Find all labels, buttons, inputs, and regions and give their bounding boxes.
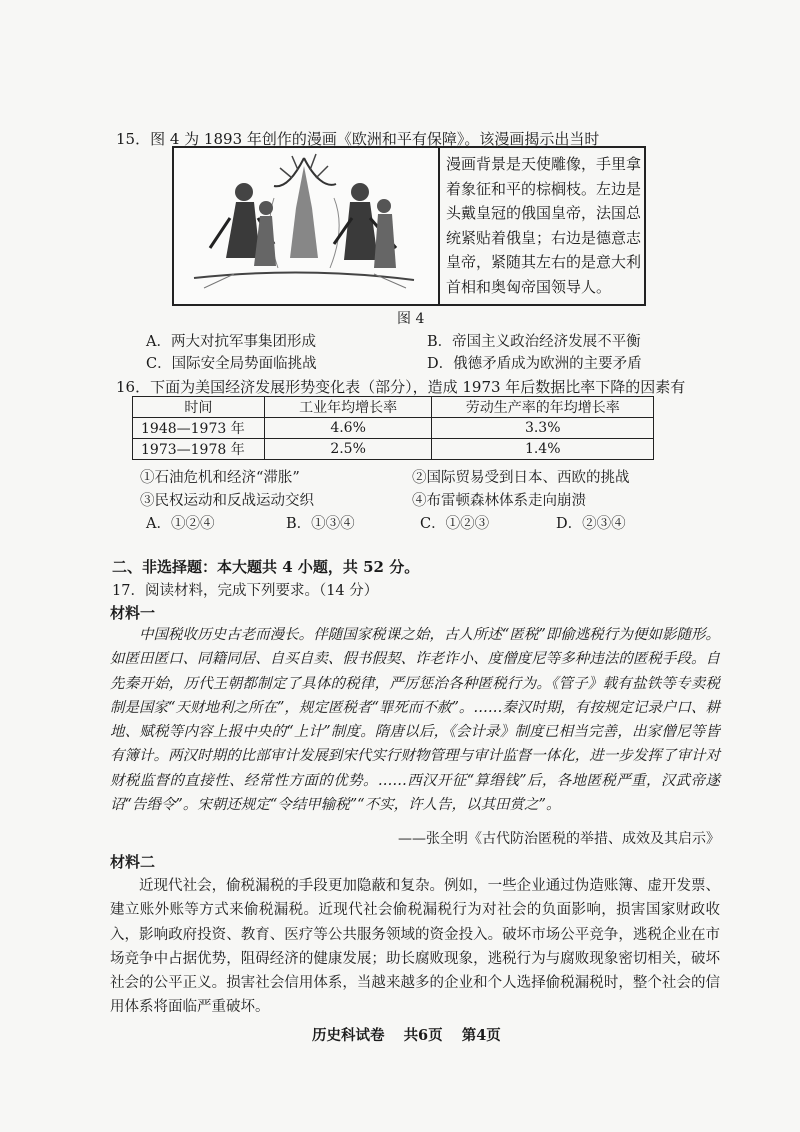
footer-subject: 历史科试卷 [312, 1027, 385, 1044]
table-cell: 1973—1978 年 [133, 439, 265, 460]
q16-option-d: D．②③④ [556, 516, 626, 532]
q15-option-d: D．俄德矛盾成为欧洲的主要矛盾 [427, 356, 642, 372]
q15-option-c: C．国际安全局势面临挑战 [146, 356, 317, 372]
figure-caption-text: 漫画背景是天使雕像，手里拿着象征和平的棕榈枝。左边是头戴皇冠的俄国皇帝，法国总统紧贴着俄皇；右边是德意志皇帝，紧随其左右的是意大利首相和奥匈帝国领导人。 [446, 155, 642, 296]
q16-option-c: C．①②③ [420, 516, 490, 532]
cartoon-illustration [174, 148, 440, 304]
material-1-label: 材料一 [110, 604, 156, 622]
figure-label: 图 4 [397, 311, 425, 327]
q16-item-2: ②国际贸易受到日本、西欧的挑战 [412, 470, 630, 486]
table-cell: 1948—1973 年 [133, 418, 265, 439]
material-1-source: ——张全明《古代防治匿税的举措、成效及其启示》 [398, 831, 720, 847]
material-1-text: 中国税收历史古老而漫长。伴随国家税课之始，古人所述“匿税”即偷逃税行为便如影随形。如匿田匿口、同籍同居、自买自卖、假书假契、诈老诈小、度僧度尼等多种违法的匿税手段。自先秦开始，历代王朝都制定了具体的税律，严厉惩治各种匿税行为。《管子》载有盐铁等专卖税制是国家“天财地利之所在”，规定匿税者“罪死而不赦”。……秦汉时期，有按规定记录户口、耕地、赋税等内容上报中央的“上计”制度。隋唐以后，《会计录》制度已相当完善，出家僧尼等皆有簿计。两汉时期的比部审计发展到宋代实行财物管理与审计监督一体化，进一步发挥了审计对财税监督的直接性、经常性方面的优势。……西汉开征“算缗钱”后，各地匿税严重，汉武帝遂诏“告缗令”。宋朝还规定“令结甲输税”“不实，许人告，以其田赏之”。 [110, 627, 720, 814]
section-2-title: 二、非选择题：本大题共 4 小题，共 52 分。 [112, 558, 420, 576]
material-2-text: 近现代社会，偷税漏税的手段更加隐蔽和复杂。例如，一些企业通过伪造账簿、虚开发票、建立账外账等方式来偷税漏税。近现代社会偷税漏税行为对社会的负面影响，损害国家财政收入，影响政府投资、教育、医疗等公共服务领域的资金投入。破坏市场公平竞争，逃税企业在市场竞争中占据优势，阻碍经济的健康发展；助长腐败现象，逃税行为与腐败现象密切相关，破坏社会的公平正义。损害社会信用体系，当越来越多的企业和个人选择偷税漏税时，整个社会的信用体系将面临严重破坏。 [110, 878, 720, 1016]
cartoon-drawing [174, 148, 436, 300]
table-header: 工业年均增长率 [264, 397, 432, 418]
table-cell: 4.6% [264, 418, 432, 439]
q16-item-4: ④布雷顿森林体系走向崩溃 [412, 493, 586, 509]
q16-stem: 16．下面为美国经济发展形势变化表（部分），造成 1973 年后数据比率下降的因素有 [116, 378, 686, 396]
q16-option-a: A．①②④ [146, 516, 215, 532]
q16-option-b: B．①③④ [286, 516, 355, 532]
table-header: 劳动生产率的年均增长率 [432, 397, 654, 418]
figure-4-box [172, 146, 646, 306]
economy-table [132, 396, 654, 460]
q17-stem: 17．阅读材料，完成下列要求。（14 分） [112, 583, 379, 599]
table-cell: 1.4% [432, 439, 654, 460]
q15-option-a: A．两大对抗军事集团形成 [146, 334, 316, 350]
q16-item-1: ①石油危机和经济“滞胀” [140, 470, 300, 486]
q15-option-b: B．帝国主义政治经济发展不平衡 [427, 334, 641, 350]
table-header: 时间 [133, 397, 265, 418]
table-cell: 2.5% [264, 439, 432, 460]
table-row [133, 439, 654, 460]
q16-item-3: ③民权运动和反战运动交织 [140, 493, 314, 509]
material-2-label: 材料二 [110, 853, 156, 871]
page-footer [312, 1024, 501, 1045]
footer-page-number: 第4页 [461, 1027, 501, 1044]
footer-total-pages: 共6页 [403, 1027, 443, 1044]
table-row [133, 418, 654, 439]
q15-stem: 15．图 4 为 1893 年创作的漫画《欧洲和平有保障》。该漫画揭示出当时 [116, 130, 600, 148]
table-cell: 3.3% [432, 418, 654, 439]
table-header-row [133, 397, 654, 418]
